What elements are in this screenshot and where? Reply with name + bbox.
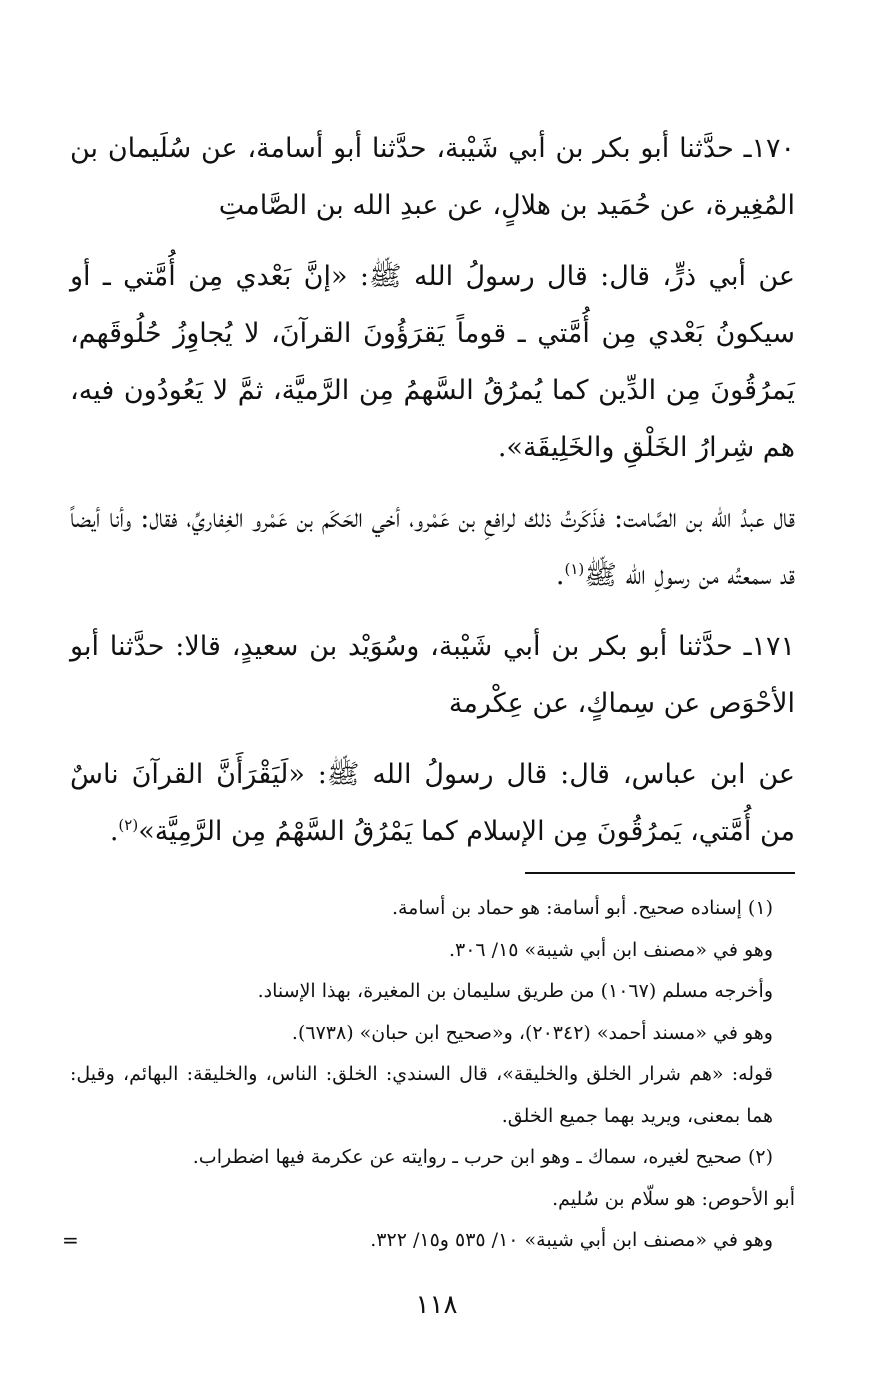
footnote-2-line-1: (٢) صحيح لغيره، سماك ـ وهو ابن حرب ـ روايته عن عكرمة فيها اضطراب. [192,1146,773,1168]
hadith-170-extra-text: قال عبدُ الله بن الصَّامت: فذَكَرتُ ذلك لرافعِ بن عَمْرو، أخي الحَكَم بن عَمْرو الغِفاريِّ، فقال: وأنا أيضاً قد سمعتُه من رسولِ الله ﷺ [70,503,795,591]
hadith-171-end: . [109,816,119,847]
hadith-170-text: عن أبي ذرٍّ، قال: قال رسولُ الله ﷺ: «إنَّ بَعْدي مِن أُمَّتي ـ أو سيكونُ بَعْدي مِن أُمَّتي ـ قوماً يَقرَؤُونَ القرآنَ، لا يُجاوِزُ حُلُوقَهم، يَمرُقُونَ مِن الدِّين كما يُمرُقُ السَّهمُ مِن الرَّميَّة، ثمَّ لا يَعُودُون فيه، هم شِرارُ الخَلْقِ والخَلِيقَة». [70,261,795,463]
hadith-171-text [70,746,795,860]
main-text [70,120,795,860]
footnote-ref-2[interactable]: (٢) [118,816,139,834]
footnote-1-line-1: (١) إسناده صحيح. أبو أسامة: هو حماد بن أسامة. [391,897,773,919]
footnote-divider [525,872,795,874]
footnote-1-line-2: وهو في «مصنف ابن أبي شيبة» ١٥/ ٣٠٦. [448,938,773,961]
footnote-1-line-5: قوله: «هم شرار الخلق والخليقة»، قال السندي: الخلق: الناس، والخليقة: البهائم، وقيل: هما بمعنى، ويريد بهما جميع الخلق. [70,1063,773,1127]
footnote-2-line-2: أبو الأحوص: هو سلّام بن سُليم. [552,1187,795,1210]
hadith-171-chain: ١٧١ـ حدَّثنا أبو بكر بن أبي شَيْبة، وسُوَيْد بن سعيدٍ، قالا: حدَّثنا أبو الأحْوَص عن سِماكٍ، عن عِكْرمة [70,631,795,719]
footnote-1-line-3: وأخرجه مسلم (١٠٦٧) من طريق سليمان بن المغيرة، بهذا الإسناد. [257,980,773,1002]
footnote-ref-1[interactable]: (١) [564,560,585,578]
footnote-2-line-3: وهو في «مصنف ابن أبي شيبة» ١٠/ ٥٣٥ و١٥/ ٣٢٢. [370,1229,773,1251]
hadith-170-chain: ١٧٠ـ حدَّثنا أبو بكر بن أبي شَيْبة، حدَّثنا أبو أسامة، عن سُلَيمان بن المُغِيرة، عن حُمَيد بن هلالٍ، عن عبدِ الله بن الصَّامتِ [70,133,795,221]
hadith-170-end: . [555,560,565,591]
footnotes [70,888,795,1262]
hadith-171-body: عن ابن عباس، قال: قال رسولُ الله ﷺ: «لَيَقْرَأَنَّ القرآنَ ناسٌ من أُمَّتي، يَمرُقُونَ مِن الإسلام كما يَمْرُقُ السَّهْمُ مِن الرَّمِيَّة» [70,759,795,847]
continuation-mark: = [62,1228,79,1252]
footnote-1-line-4: وهو في «مسند أحمد» (٢٠٣٤٢)، و«صحيح ابن حبان» (٦٧٣٨). [291,1021,773,1044]
page-number: ١١٨ [415,1290,458,1320]
hadith-170-extra [70,490,795,604]
